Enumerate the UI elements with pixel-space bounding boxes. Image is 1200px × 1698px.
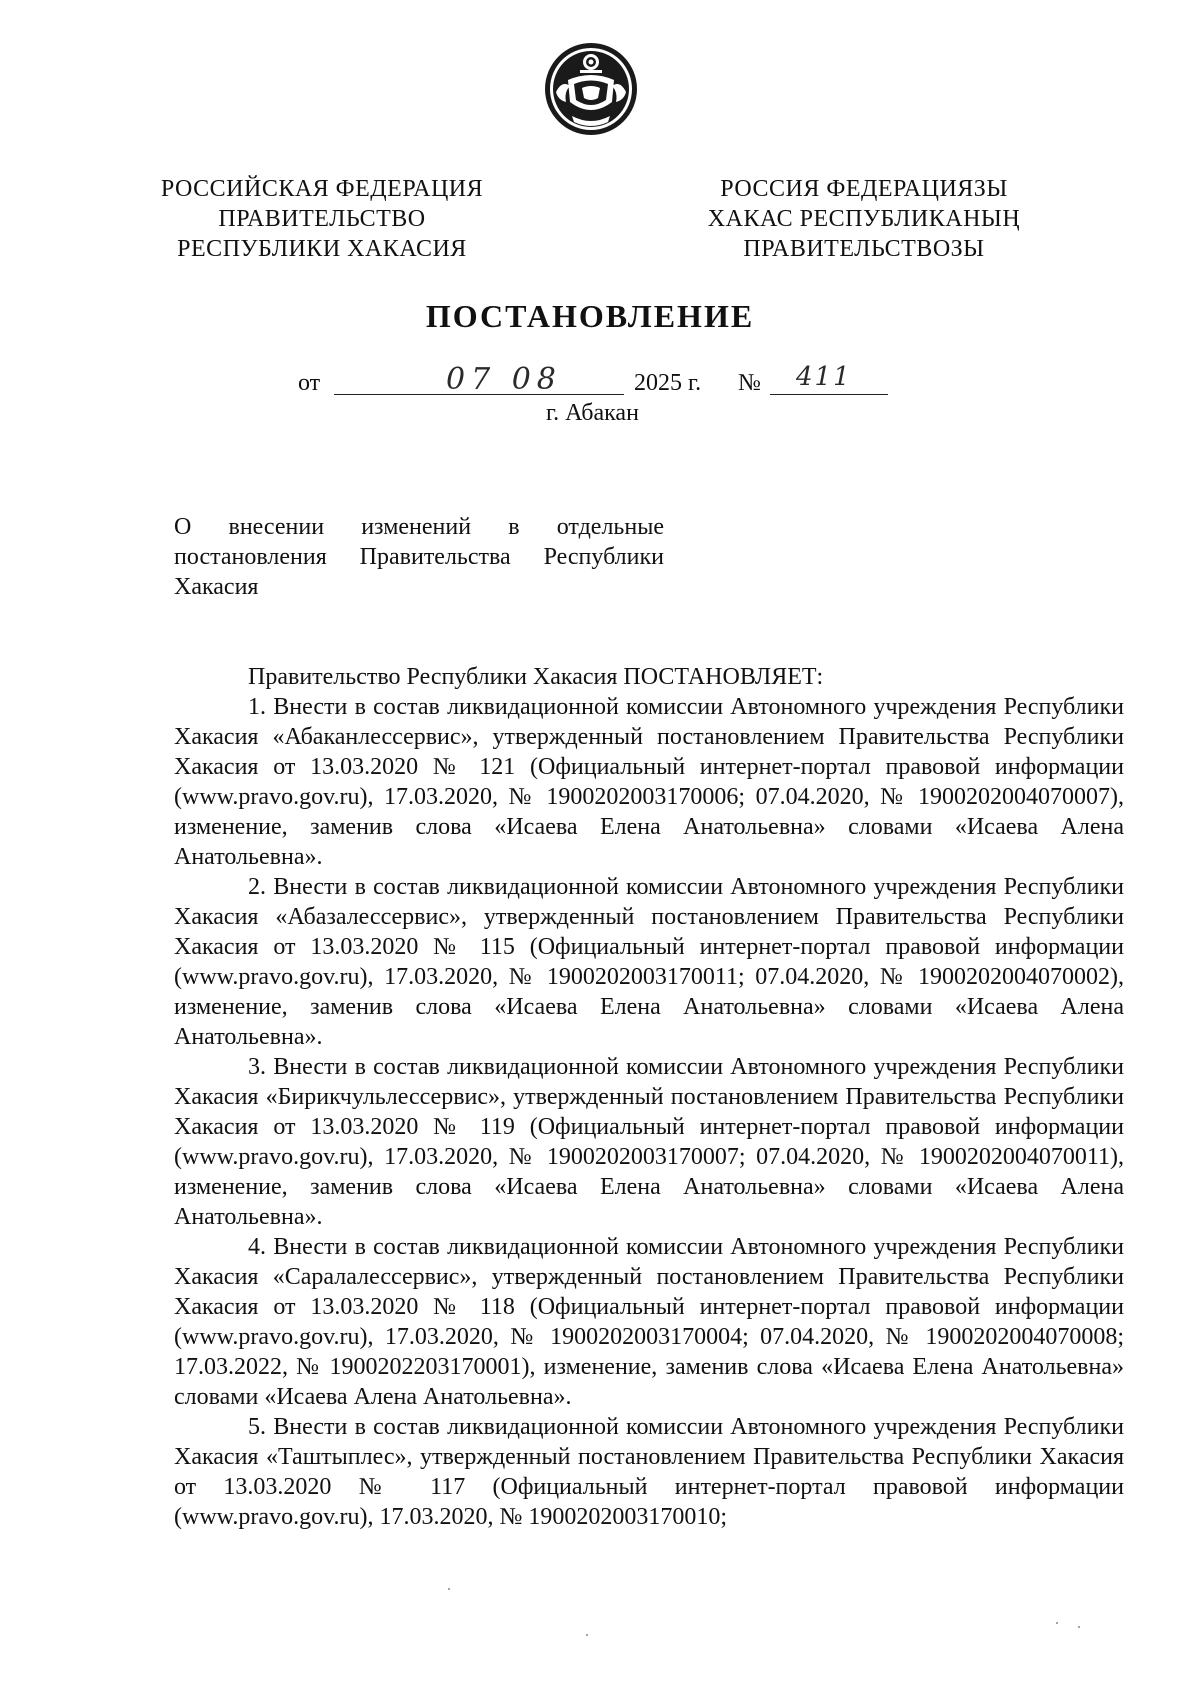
body-paragraph: 1. Внести в состав ликвидационной комиссии Автономного учреждения Республики Хакасия «Абаканлессервис», утвержденный постановлением Правительства Республики Хакасия от 13.03.2020 № 121 (Официальный интернет-портал правовой информации (www.pravo.gov.ru), 17.03.2020, № 1900202003170006; 07.04.2020, № 1900202004070007), изменение, заменив слова «Исаева Елена Анатольевна» словами «Исаева Алена Анатольевна». bbox=[174, 694, 1124, 870]
header-left-line: РЕСПУБЛИКИ ХАКАСИЯ bbox=[177, 236, 467, 262]
number-sign: № bbox=[738, 370, 761, 396]
header-left-block bbox=[152, 174, 492, 264]
document-title: ПОСТАНОВЛЕНИЕ bbox=[425, 298, 755, 334]
document-subject: О внесении изменений в отдельные постановления Правительства Республики Хакасия bbox=[174, 514, 664, 600]
scan-speck bbox=[1056, 1622, 1058, 1624]
body-paragraph: 5. Внести в состав ликвидационной комиссии Автономного учреждения Республики Хакасия «Таштыплес», утвержденный постановлением Правительства Республики Хакасия от 13.03.2020 № 117 (Официальный интернет-портал правовой информации (www.pravo.gov.ru), 17.03.2020, № 1900202003170010; bbox=[174, 1414, 1124, 1530]
handwritten-number: 411 bbox=[796, 362, 852, 392]
header-right-line: ПРАВИТЕЛЬСТВОЗЫ bbox=[743, 236, 985, 262]
header-right-line: ХАКАС РЕСПУБЛИКАНЫҢ bbox=[707, 206, 1021, 232]
scan-speck bbox=[586, 1634, 588, 1636]
year-label: 2025 г. bbox=[634, 370, 702, 396]
date-prefix: от bbox=[298, 370, 321, 396]
scan-speck bbox=[448, 1588, 450, 1590]
coat-of-arms-icon bbox=[542, 40, 640, 138]
city-label: г. Абакан bbox=[546, 400, 639, 426]
body-paragraph: 2. Внести в состав ликвидационной комиссии Автономного учреждения Республики Хакасия «Абазалессервис», утвержденный постановлением Правительства Республики Хакасия от 13.03.2020 № 115 (Официальный интернет-портал правовой информации (www.pravo.gov.ru), 17.03.2020, № 1900202003170011; 07.04.2020, № 1900202004070002), изменение, заменив слова «Исаева Елена Анатольевна» словами «Исаева Алена Анатольевна». bbox=[174, 874, 1124, 1050]
handwritten-date: 07 08 bbox=[446, 362, 562, 397]
body-paragraph: 3. Внести в состав ликвидационной комиссии Автономного учреждения Республики Хакасия «Бирикчульлессервис», утвержденный постановлением Правительства Республики Хакасия от 13.03.2020 № 119 (Официальный интернет-портал правовой информации (www.pravo.gov.ru), 17.03.2020, № 1900202003170007; 07.04.2020, № 1900202004070011), изменение, заменив слова «Исаева Елена Анатольевна» словами «Исаева Алена Анатольевна». bbox=[174, 1054, 1124, 1230]
header-right-line: РОССИЯ ФЕДЕРАЦИЯЗЫ bbox=[720, 176, 1008, 202]
scan-speck bbox=[1078, 1626, 1080, 1628]
body-lead: Правительство Республики Хакасия ПОСТАНОВЛЯЕТ: bbox=[248, 664, 824, 690]
body-paragraph: 4. Внести в состав ликвидационной комиссии Автономного учреждения Республики Хакасия «Саралалессервис», утвержденный постановлением Правительства Республики Хакасия от 13.03.2020 № 118 (Официальный интернет-портал правовой информации (www.pravo.gov.ru), 17.03.2020, № 1900202003170004; 07.04.2020, № 1900202004070008; 17.03.2022, № 1900202203170001), изменение, заменив слова «Исаева Елена Анатольевна» словами «Исаева Алена Анатольевна». bbox=[174, 1234, 1124, 1410]
header-left-line: ПРАВИТЕЛЬСТВО bbox=[218, 206, 426, 232]
coat-of-arms-emblem bbox=[542, 40, 640, 138]
header-left-line: РОССИЙСКАЯ ФЕДЕРАЦИЯ bbox=[160, 176, 484, 202]
document-body bbox=[174, 662, 1124, 1532]
number-underline bbox=[770, 394, 888, 395]
header-right-block bbox=[694, 174, 1034, 264]
